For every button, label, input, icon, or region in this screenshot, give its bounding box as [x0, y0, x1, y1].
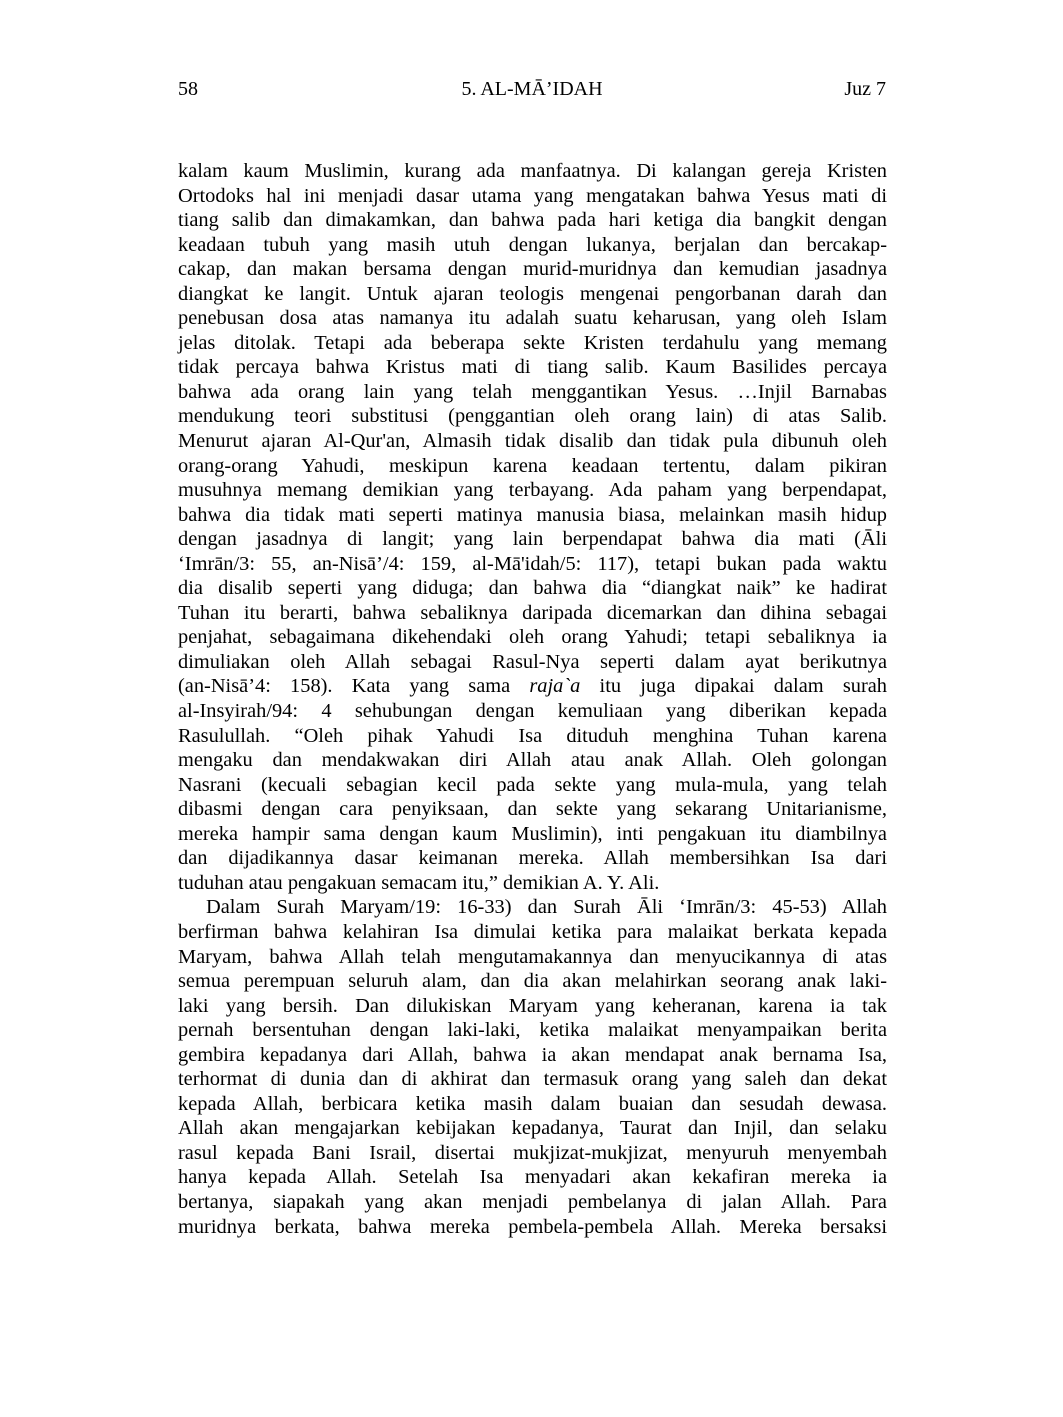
text-line: mendukung teori substitusi (penggantian oleh orang lain) di atas Salib. [178, 405, 887, 428]
text-line: bahwa dia tidak mati seperti matinya manusia biasa, melainkan masih hidup [178, 503, 887, 526]
text-line: dengan jasadnya di langit; yang lain berpendapat bahwa dia mati (Āli [178, 528, 887, 551]
text-line: Allah akan mengajarkan kebijakan kepadanya, Taurat dan Injil, dan selaku [178, 1117, 887, 1140]
text-run: (an-Nisā’4: 158). Kata yang sama [178, 675, 530, 698]
page-number: 58 [178, 78, 198, 100]
text-line: tidak percaya bahwa Kristus mati di tiang salib. Kaum Basilides percaya [178, 356, 887, 379]
text-line: al-Insyirah/94: 4 sehubungan dengan kemuliaan yang diberikan kepada [178, 700, 887, 723]
text-line: tiang salib dan dimakamkan, dan bahwa pada hari ketiga dia bangkit dengan [178, 209, 887, 232]
text-line: gembira kepadanya dari Allah, bahwa ia akan mendapat anak bernama Isa, [178, 1043, 887, 1066]
text-line: mengaku dan mendakwakan diri Allah atau anak Allah. Oleh golongan [178, 749, 887, 772]
text-line: Rasulullah. “Oleh pihak Yahudi Isa dituduh menghina Tuhan karena [178, 724, 887, 747]
text-line: semua perempuan seluruh alam, dan dia akan melahirkan seorang anak laki- [178, 970, 887, 993]
text-line: diangkat ke langit. Untuk ajaran teologis mengenai pengorbanan darah dan [178, 282, 887, 305]
text-line: bahwa ada orang lain yang telah menggantikan Yesus. …Injil Barnabas [178, 380, 887, 403]
paragraph [178, 895, 887, 1239]
text-line: Maryam, bahwa Allah telah mengutamakannya dan menyucikannya di atas [178, 945, 887, 968]
paragraph [178, 159, 887, 895]
body-text [178, 159, 887, 1239]
text-line: Ortodoks hal ini menjadi dasar utama yang mengatakan bahwa Yesus mati di [178, 184, 887, 207]
text-line: keadaan tubuh yang masih utuh dengan lukanya, berjalan dan bercakap- [178, 233, 887, 256]
page-header [178, 76, 886, 102]
text-line: hanya kepada Allah. Setelah Isa menyadari akan kekafiran mereka ia [178, 1166, 887, 1189]
text-line: kepada Allah, berbicara ketika masih dalam buaian dan sesudah dewasa. [178, 1092, 887, 1115]
text-line: jelas ditolak. Tetapi ada beberapa sekte Kristen terdahulu yang memang [178, 331, 887, 354]
text-line: ‘Imrān/3: 55, an-Nisā’/4: 159, al-Mā'idah/5: 117), tetapi bukan pada waktu [178, 552, 887, 575]
text-line: mereka hampir sama dengan kaum Muslimin), inti pengakuan itu diambilnya [178, 822, 887, 845]
chapter-title: 5. AL-MĀ’IDAH [461, 78, 603, 100]
juz-label: Juz 7 [844, 78, 886, 100]
text-run: itu juga dipakai dalam surah [580, 675, 887, 698]
text-line: Nasrani (kecuali sebagian kecil pada sekte yang mula-mula, yang telah [178, 773, 887, 796]
text-line: berfirman bahwa kelahiran Isa dimulai ketika para malaikat berkata kepada [178, 920, 887, 943]
text-line: terhormat di dunia dan di akhirat dan termasuk orang yang saleh dan dekat [178, 1068, 887, 1091]
text-line: laki yang bersih. Dan dilukiskan Maryam yang keheranan, karena ia tak [178, 994, 887, 1017]
text-line: musuhnya memang demikian yang terbayang. Ada paham yang berpendapat, [178, 479, 887, 502]
text-line: dimuliakan oleh Allah sebagai Rasul-Nya seperti dalam ayat berikutnya [178, 650, 887, 673]
text-line: rasul kepada Bani Israil, disertai mukjizat-mukjizat, menyuruh menyembah [178, 1141, 887, 1164]
text-line: tuduhan atau pengakuan semacam itu,” demikian A. Y. Ali. [178, 871, 660, 894]
text-line: penebusan dosa atas namanya itu adalah suatu keharusan, yang oleh Islam [178, 307, 887, 330]
text-line: penjahat, sebagaimana dikehendaki oleh orang Yahudi; tetapi sebaliknya ia [178, 626, 887, 649]
text-line: Menurut ajaran Al-Qur'an, Almasih tidak disalib dan tidak pula dibunuh oleh [178, 430, 887, 453]
text-line: orang-orang Yahudi, meskipun karena keadaan tertentu, dalam pikiran [178, 454, 887, 477]
text-line: muridnya berkata, bahwa mereka pembela-pembela Allah. Mereka bersaksi [178, 1215, 887, 1238]
text-line: bertanya, siapakah yang akan menjadi pembelanya di jalan Allah. Para [178, 1190, 887, 1213]
text-line: dan dijadikannya dasar keimanan mereka. Allah membersihkan Isa dari [178, 847, 887, 870]
text-line: dibasmi dengan cara penyiksaan, dan sekte yang sekarang Unitarianisme, [178, 798, 887, 821]
text-line: kalam kaum Muslimin, kurang ada manfaatnya. Di kalangan gereja Kristen [178, 160, 887, 182]
italic-term: raja`a [529, 675, 581, 698]
text-line: Dalam Surah Maryam/19: 16-33) dan Surah Āli ‘Imrān/3: 45-53) Allah [206, 896, 887, 919]
text-line: cakap, dan makan bersama dengan murid-muridnya dan kemudian jasadnya [178, 258, 887, 281]
text-line: pernah bersentuhan dengan laki-laki, ketika malaikat menyampaikan berita [178, 1019, 887, 1042]
text-line [178, 674, 887, 699]
text-line: Tuhan itu berarti, bahwa sebaliknya daripada dicemarkan dan dihina sebagai [178, 601, 887, 624]
text-line: dia disalib seperti yang diduga; dan bahwa dia “diangkat naik” ke hadirat [178, 577, 887, 600]
